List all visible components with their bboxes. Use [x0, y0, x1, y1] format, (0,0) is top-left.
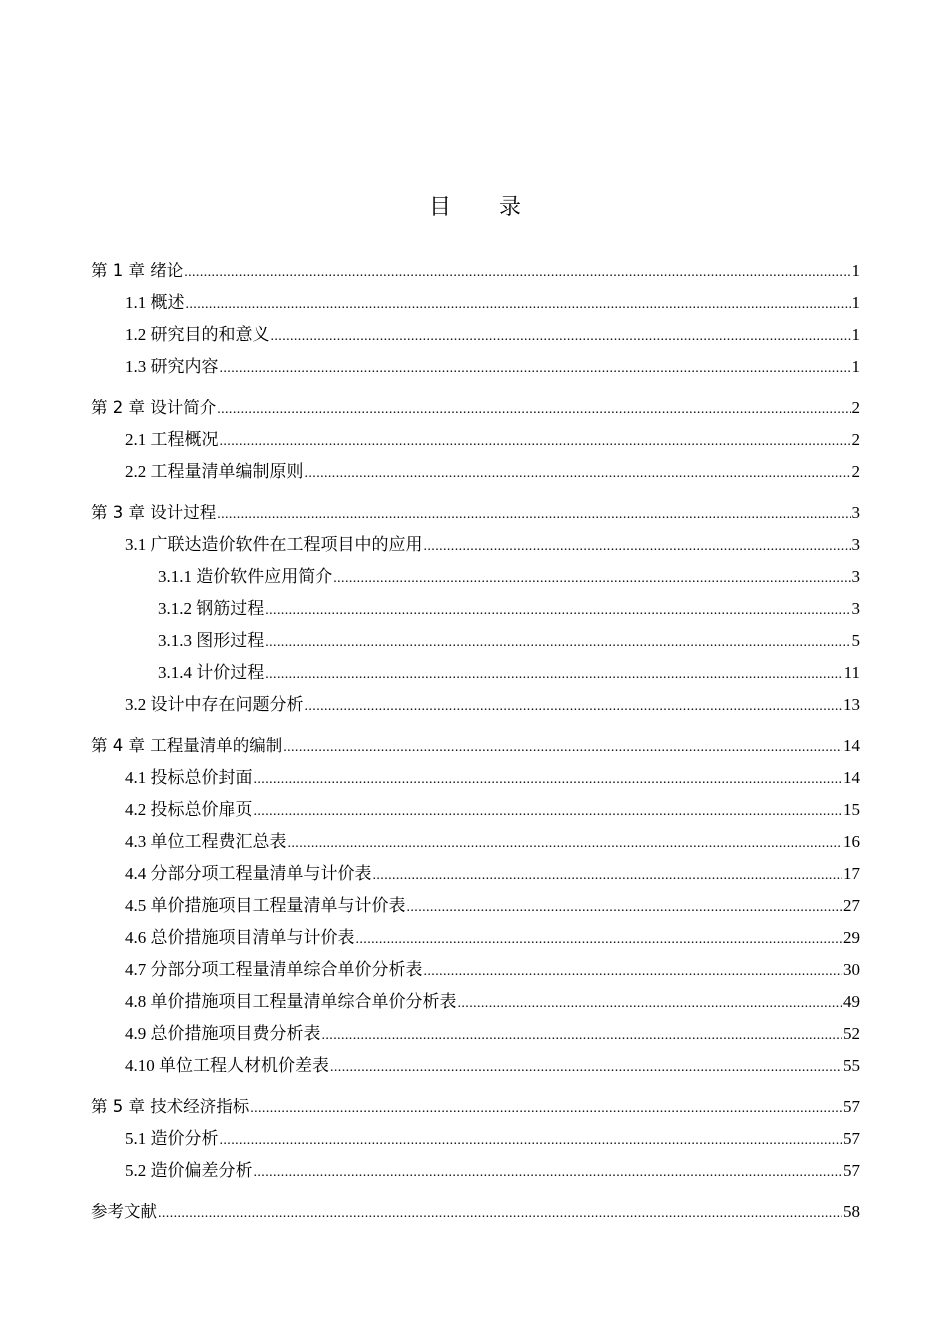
toc-entry-label: 1.3 研究内容	[125, 357, 219, 376]
toc-page-number: 2	[851, 398, 860, 417]
toc-page-number: 3	[851, 599, 860, 618]
toc-page-number: 3	[851, 567, 860, 586]
toc-entry-label: 3.1 广联达造价软件在工程项目中的应用	[125, 535, 423, 554]
toc-page-number: 2	[851, 462, 860, 481]
toc-page-number: 30	[843, 960, 860, 979]
toc-dot-leader	[288, 828, 843, 860]
toc-entry-label: 4.6 总价措施项目清单与计价表	[125, 928, 355, 947]
toc-entry-label: 4.5 单价措施项目工程量清单与计价表	[125, 896, 406, 915]
toc-page-number: 52	[843, 1024, 860, 1043]
toc-page-number: 1	[851, 325, 860, 344]
toc-entry-label: 1.1 概述	[125, 293, 185, 312]
toc-entry-label: 4.3 单位工程费汇总表	[125, 832, 287, 851]
toc-entry-label: 4.8 单价措施项目工程量清单综合单价分析表	[125, 992, 457, 1011]
toc-page-number: 16	[843, 832, 860, 851]
toc-page-number: 2	[851, 430, 860, 449]
toc-entry-label: 1.2 研究目的和意义	[125, 325, 270, 344]
toc-section-entry[interactable]	[91, 319, 860, 351]
toc-section-entry[interactable]	[91, 1123, 860, 1155]
toc-entry-label: 第 1 章 绪论	[91, 261, 184, 280]
toc-section-entry[interactable]	[91, 986, 860, 1018]
toc-chapter-entry[interactable]	[91, 1196, 860, 1228]
toc-section-entry[interactable]	[91, 529, 860, 561]
toc-entry-label: 5.2 造价偏差分析	[125, 1161, 253, 1180]
toc-dot-leader	[356, 924, 843, 956]
toc-page-number: 14	[843, 736, 860, 755]
toc-dot-leader	[265, 659, 842, 691]
toc-entry-label: 2.1 工程概况	[125, 430, 219, 449]
toc-page-number: 55	[843, 1056, 860, 1075]
toc-section-entry[interactable]	[91, 456, 860, 488]
toc-section-entry[interactable]	[91, 561, 860, 593]
toc-dot-leader	[220, 353, 851, 385]
toc-section-entry[interactable]	[91, 625, 860, 657]
toc-dot-leader	[330, 1052, 842, 1084]
toc-dot-leader	[184, 257, 850, 289]
toc-page-number: 57	[843, 1097, 860, 1116]
toc-dot-leader	[220, 426, 851, 458]
toc-entry-label: 3.1.3 图形过程	[158, 631, 265, 650]
toc-section-entry[interactable]	[91, 1050, 860, 1082]
toc-entry-label: 3.1.2 钢筋过程	[158, 599, 265, 618]
toc-dot-leader	[265, 627, 850, 659]
toc-dot-leader	[305, 691, 843, 723]
toc-page-number: 57	[843, 1161, 860, 1180]
toc-page-number: 17	[843, 864, 860, 883]
toc-page-number: 11	[843, 663, 860, 682]
toc-page-number: 13	[843, 695, 860, 714]
toc-section-entry[interactable]	[91, 1018, 860, 1050]
toc-entry-label: 3.1.4 计价过程	[158, 663, 265, 682]
toc-section-entry[interactable]	[91, 794, 860, 826]
toc-page-number: 1	[851, 357, 860, 376]
toc-entry-label: 2.2 工程量清单编制原则	[125, 462, 304, 481]
toc-chapter-entry[interactable]	[91, 730, 860, 762]
toc-entry-label: 第 2 章 设计简介	[91, 398, 217, 417]
toc-section-entry[interactable]	[91, 954, 860, 986]
toc-page-number: 57	[843, 1129, 860, 1148]
toc-chapter-entry[interactable]	[91, 497, 860, 529]
toc-dot-leader	[220, 1125, 843, 1157]
toc-dot-leader	[407, 892, 843, 924]
toc-entry-label: 第 5 章 技术经济指标	[91, 1097, 250, 1116]
toc-section-entry[interactable]	[91, 890, 860, 922]
toc-page-number: 27	[843, 896, 860, 915]
toc-page-number: 15	[843, 800, 860, 819]
toc-entry-label: 4.10 单位工程人材机价差表	[125, 1056, 329, 1075]
toc-dot-leader	[305, 458, 851, 490]
toc-entry-label: 3.2 设计中存在问题分析	[125, 695, 304, 714]
toc-page-number: 1	[851, 293, 860, 312]
toc-section-entry[interactable]	[91, 1155, 860, 1187]
toc-chapter-entry[interactable]	[91, 392, 860, 424]
toc-dot-leader	[217, 394, 850, 426]
toc-entry-label: 第 3 章 设计过程	[91, 503, 217, 522]
toc-dot-leader	[265, 595, 850, 627]
toc-chapter-entry[interactable]	[91, 255, 860, 287]
toc-page-number: 58	[843, 1202, 860, 1221]
toc-page-number: 3	[851, 503, 860, 522]
toc-entry-label: 4.2 投标总价扉页	[125, 800, 253, 819]
toc-chapter-entry[interactable]	[91, 1091, 860, 1123]
toc-title-char-2: 录	[499, 195, 522, 220]
table-of-contents	[91, 255, 860, 1228]
toc-dot-leader	[186, 289, 851, 321]
toc-dot-leader	[254, 764, 843, 796]
toc-section-entry[interactable]	[91, 689, 860, 721]
toc-section-entry[interactable]	[91, 287, 860, 319]
toc-dot-leader	[217, 499, 850, 531]
toc-entry-label: 4.4 分部分项工程量清单与计价表	[125, 864, 372, 883]
toc-dot-leader	[322, 1020, 843, 1052]
toc-dot-leader	[158, 1198, 842, 1230]
toc-dot-leader	[373, 860, 843, 892]
toc-section-entry[interactable]	[91, 424, 860, 456]
toc-entry-label: 第 4 章 工程量清单的编制	[91, 736, 283, 755]
toc-dot-leader	[424, 956, 843, 988]
toc-dot-leader	[283, 732, 842, 764]
toc-page-number: 49	[843, 992, 860, 1011]
toc-entry-label: 5.1 造价分析	[125, 1129, 219, 1148]
toc-page-number: 29	[843, 928, 860, 947]
toc-section-entry[interactable]	[91, 826, 860, 858]
toc-dot-leader	[333, 563, 850, 595]
toc-title-char-1: 目	[428, 195, 451, 220]
toc-section-entry[interactable]	[91, 351, 860, 383]
toc-entry-label: 4.7 分部分项工程量清单综合单价分析表	[125, 960, 423, 979]
toc-section-entry[interactable]	[91, 762, 860, 794]
toc-section-entry[interactable]	[91, 858, 860, 890]
toc-dot-leader	[254, 796, 843, 828]
toc-section-entry[interactable]	[91, 922, 860, 954]
toc-entry-label: 参考文献	[91, 1202, 157, 1221]
toc-dot-leader	[250, 1093, 842, 1125]
toc-page-number: 3	[851, 535, 860, 554]
toc-page-number: 14	[843, 768, 860, 787]
toc-section-entry[interactable]	[91, 593, 860, 625]
toc-page-number: 5	[851, 631, 860, 650]
toc-entry-label: 4.1 投标总价封面	[125, 768, 253, 787]
toc-dot-leader	[424, 531, 851, 563]
toc-entry-label: 4.9 总价措施项目费分析表	[125, 1024, 321, 1043]
toc-entry-label: 3.1.1 造价软件应用简介	[158, 567, 333, 586]
toc-dot-leader	[271, 321, 851, 353]
toc-page-number: 1	[851, 261, 860, 280]
toc-title	[0, 192, 950, 224]
toc-dot-leader	[458, 988, 843, 1020]
toc-section-entry[interactable]	[91, 657, 860, 689]
toc-dot-leader	[254, 1157, 843, 1189]
